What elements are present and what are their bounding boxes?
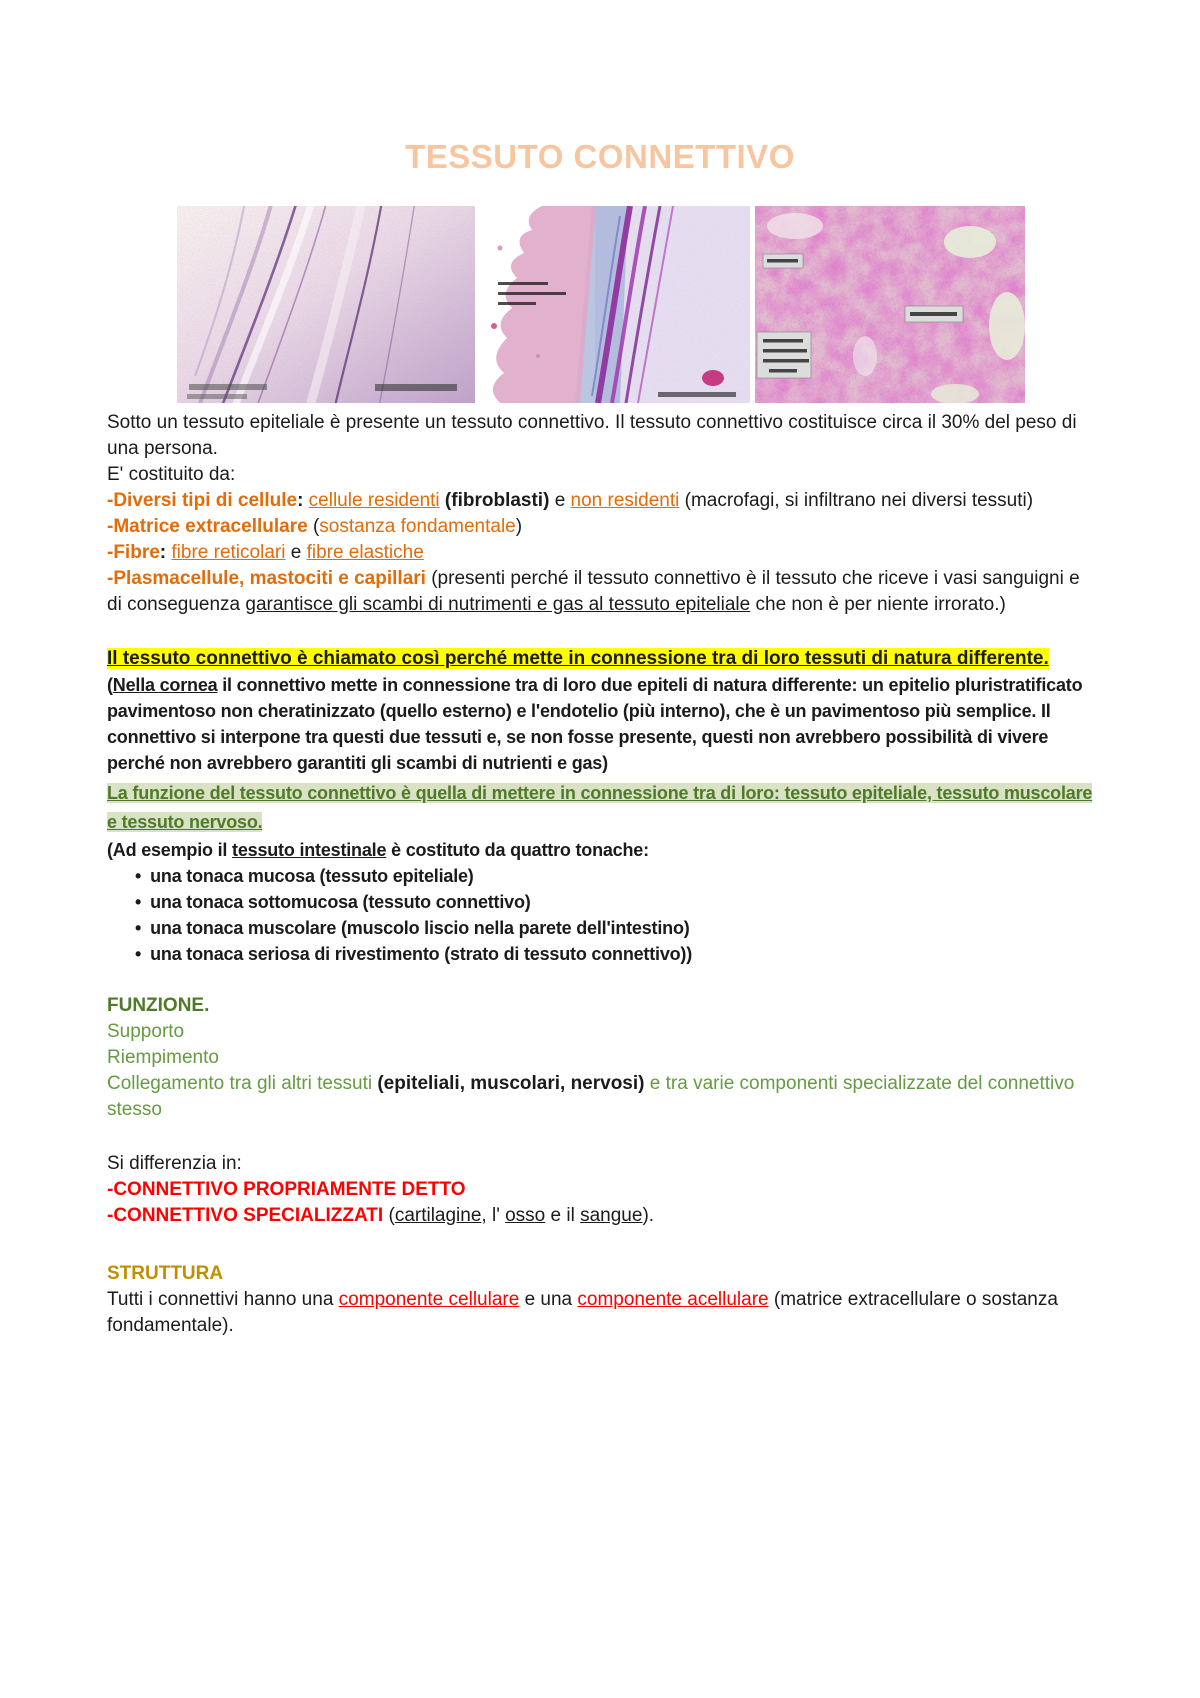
paragraph-green-highlight	[107, 779, 1095, 837]
list-item: • una tonaca sottomucosa (tessuto connettivo)	[135, 889, 1095, 915]
term-cellule-residenti: cellule residenti	[308, 490, 440, 511]
paragraph-yellow-highlight	[107, 646, 1095, 672]
costituito-text: E' costituito da:	[107, 464, 236, 485]
item-connettivo-specializzati: -CONNETTIVO SPECIALIZZATI (cartilagine, l' osso e il sangue).	[107, 1205, 655, 1226]
figure-label-box	[905, 306, 963, 322]
term-componente-acellulare: componente acellulare	[577, 1289, 769, 1310]
funzione-item-collegamento: Collegamento tra gli altri tessuti (epiteliali, muscolari, nervosi) e tra varie componenti specializzate del connettivo stesso	[107, 1073, 1075, 1120]
yellow-highlighted-text: Il tessuto connettivo è chiamato così perché mette in connessione tra di loro tessuti di natura differente.	[107, 648, 1049, 669]
term-cartilagine: cartilagine	[394, 1205, 482, 1226]
term-sangue: sangue	[580, 1205, 643, 1226]
list-item: • una tonaca seriosa di rivestimento (strato di tessuto connettivo))	[135, 941, 1095, 967]
histology-image-epithelium-connective	[480, 206, 750, 403]
term-osso: osso	[505, 1205, 546, 1226]
term-tessuto-intestinale: tessuto intestinale	[232, 840, 387, 860]
paragraph-plasmacellule: -Plasmacellule, mastociti e capillari (presenti perché il tessuto connettivo è il tessuto che riceve i vasi sanguigni e di conseguenza garantisce gli scambi di nutrimenti e gas al tessuto epiteliale che non è per niente irrorato.)	[107, 568, 1080, 615]
paragraph-cellule: -Diversi tipi di cellule: cellule residenti (fibroblasti) e non residenti (macrofagi, si infiltrano nei diversi tessuti)	[107, 490, 1034, 511]
tonache-list	[107, 863, 1095, 967]
heading-struttura: STRUTTURA	[107, 1263, 224, 1284]
list-item: • una tonaca mucosa (tessuto epiteliale)	[135, 863, 1095, 889]
figure-label-box	[757, 332, 811, 378]
term-fibre: -Fibre	[107, 542, 160, 563]
paragraph-intro	[107, 410, 1095, 462]
paragraph-cornea: (Nella cornea il connettivo mette in connessione tra di loro due epiteli di natura differente: un epitelio pluristratificato pavimentoso non cheratinizzato (quello esterno) e l'endotelio (più interno), che è un pavimentoso più semplice. Il connettivo si interpone tra questi due tessuti e, se non fosse presente, questi non avrebbero possibilità di vivere perché non avrebbero garantiti gli scambi di nutrienti e gas)	[107, 675, 1083, 773]
spacer	[107, 967, 1095, 993]
item-connettivo-propriamente-detto: -CONNETTIVO PROPRIAMENTE DETTO	[107, 1179, 466, 1200]
term-fibre-reticolari: fibre reticolari	[171, 542, 286, 563]
term-diversi-tipi-di-cellule: -Diversi tipi di cellule	[107, 490, 298, 511]
term-non-residenti: non residenti	[570, 490, 680, 511]
document-body	[107, 410, 1095, 1339]
heading-funzione: FUNZIONE.	[107, 995, 210, 1016]
figure-label-box	[763, 254, 803, 268]
spacer	[107, 1229, 1095, 1261]
term-nella-cornea: Nella cornea	[112, 675, 218, 695]
term-fibre-elastiche: fibre elastiche	[306, 542, 424, 563]
paragraph-fibre: -Fibre: fibre reticolari e fibre elastiche	[107, 542, 424, 563]
intro-text: Sotto un tessuto epiteliale è presente un tessuto connettivo. Il tessuto connettivo costituisce circa il 30% del peso di una persona.	[107, 412, 1077, 459]
paragraph-differenzia: Si differenzia in:	[107, 1153, 242, 1174]
funzione-item-riempimento: Riempimento	[107, 1047, 219, 1068]
funzione-item-supporto: Supporto	[107, 1021, 185, 1042]
page-title: TESSUTO CONNETTIVO	[405, 138, 795, 175]
histology-figures	[177, 206, 1200, 403]
term-componente-cellulare: componente cellulare	[338, 1289, 520, 1310]
histology-image-collagen-fibers	[177, 206, 475, 403]
term-plasmacellule-mastociti-capillari: -Plasmacellule, mastociti e capillari	[107, 568, 426, 589]
term-sostanza-fondamentale: sostanza fondamentale	[319, 516, 516, 537]
histology-image-glandular-tissue	[755, 206, 1025, 403]
underlined-scambi-nutrimenti: garantisce gli scambi di nutrimenti e gas al tessuto epiteliale	[245, 594, 751, 615]
term-matrice-extracellulare: -Matrice extracellulare	[107, 516, 308, 537]
spacer	[107, 1123, 1095, 1151]
paragraph-esempio: (Ad esempio il tessuto intestinale è costituto da quattro tonache:	[107, 840, 649, 860]
paragraph-struttura: Tutti i connettivi hanno una componente cellulare e una componente acellulare (matrice extracellulare o sostanza fondamentale).	[107, 1289, 1058, 1336]
list-item: • una tonaca muscolare (muscolo liscio nella parete dell'intestino)	[135, 915, 1095, 941]
paragraph-costituito	[107, 462, 1095, 488]
green-highlighted-text: La funzione del tessuto connettivo è quella di mettere in connessione tra di loro: tessuto epiteliale, tessuto muscolare e tessuto nervoso.	[107, 783, 1093, 832]
paragraph-matrice: -Matrice extracellulare (sostanza fondamentale)	[107, 516, 523, 537]
